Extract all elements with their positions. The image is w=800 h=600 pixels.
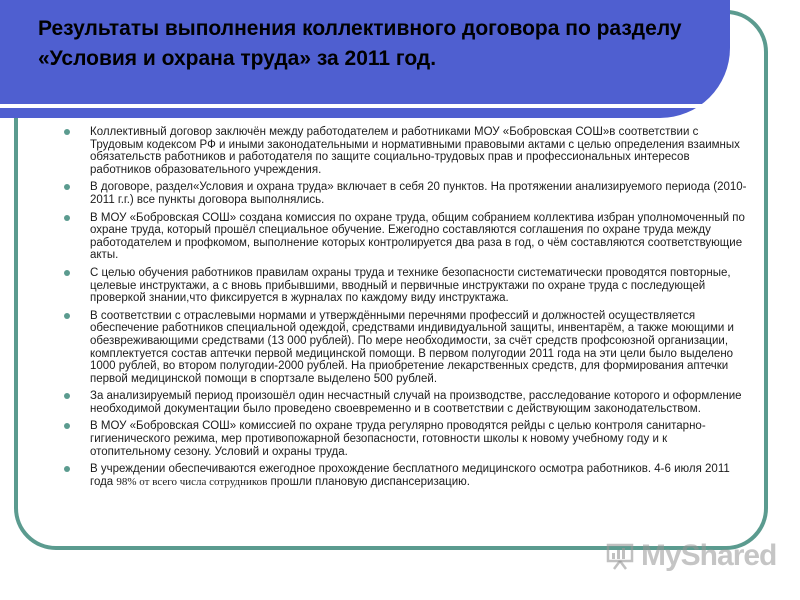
bullet-text-part: 98% от всего числа сотрудников bbox=[116, 475, 268, 488]
bullet-dot bbox=[64, 393, 70, 399]
watermark-text: MyShared bbox=[641, 539, 777, 572]
bullet-dot bbox=[64, 215, 70, 221]
list-item bbox=[60, 463, 748, 488]
list-item bbox=[60, 212, 748, 262]
watermark bbox=[605, 536, 780, 576]
bullet-text: В МОУ «Бобровская СОШ» комиссией по охране труда регулярно проводятся рейды с целью контроля санитарно-гигиенического режима, мер противопожарной безопасности, готовности школы к новому учебному году и к отопительному сезону. Условий и охраны труда. bbox=[90, 420, 706, 458]
bullet-dot bbox=[64, 129, 70, 135]
bullet-text: Коллективный договор заключён между работодателем и работниками МОУ «Бобровская СОШ»в соответствии с Трудовым кодексом РФ и иными законодательными и нормативными правовыми актами с целью определения взаимных обязательств работников и работодателя по защите социально-трудовых прав и профессиональных интересов работников образовательного учреждения. bbox=[90, 126, 740, 176]
list-item bbox=[60, 181, 748, 206]
bullet-dot bbox=[64, 184, 70, 190]
bullet-text: С целью обучения работников правилам охраны труда и технике безопасности систематически проводятся повторные, целевые инструктажи, а с вновь прибывшими, вводный и первичные инструктажи по охране труда с последующей проверкой знании,что фиксируется в журналах по каждому виду инструктажа. bbox=[90, 266, 731, 305]
bullet-text: За анализируемый период произошёл один несчастный случай на производстве, расследование которого и оформление необходимой документации было проведено своевременно и в соответствии с действующим законодательством. bbox=[90, 390, 742, 415]
list-item bbox=[60, 267, 748, 305]
title-band bbox=[0, 0, 730, 118]
bullet-text-part: В учреждении обеспечиваются ежегодное прохождение бесплатного медицинского осмотра работников. 4-6 июля 2011 года bbox=[90, 463, 730, 488]
presentation-board-icon bbox=[605, 541, 635, 571]
bullet-text: В соответствии с отраслевыми нормами и утверждёнными перечнями профессий и должностей осуществляется обеспечение работников специальной одеждой, средствами индивидуальной защиты, инвентарём, а также моющими и обезвреживающими средствами (13 000 рублей). По мере необходимости, за счёт средств профсоюзной организации, комплектуется состав аптечки первой медицинской помощи. В первом полугодии 2011 года на эти цели было выделено 1000 рублей, во втором полугодии-2000 рублей. На приобретение лекарственных средств, для формирования аптечки первой медицинской помощи в спортзале выделено 500 рублей. bbox=[90, 309, 734, 385]
bullet-text-part: прошли плановую диспансеризацию. bbox=[267, 475, 470, 488]
bullet-text: В договоре, раздел«Условия и охрана труда» включает в себя 20 пунктов. На протяжении анализируемого периода (2010-2011 г.г.) все пункты договора выполнялись. bbox=[90, 181, 747, 206]
bullet-dot bbox=[64, 466, 70, 472]
bullet-list bbox=[60, 126, 748, 493]
slide-title: Результаты выполнения коллективного договора по разделу «Условия и охрана труда» за 2011 год. bbox=[38, 17, 682, 70]
list-item bbox=[60, 390, 748, 415]
bullet-dot bbox=[64, 423, 70, 429]
list-item bbox=[60, 126, 748, 176]
bullet-dot bbox=[64, 270, 70, 276]
bullet-text: В МОУ «Бобровская СОШ» создана комиссия по охране труда, общим собранием коллектива избран уполномоченный по охране труда, который прошёл специальное обучение. Ежегодно составляются соглашения по охране труда между работодателем и профкомом, выполнение которых контролируется два раза в год, о чём составляются соответствующие акты. bbox=[90, 211, 745, 262]
list-item bbox=[60, 310, 748, 386]
list-item bbox=[60, 420, 748, 458]
bullet-dot bbox=[64, 313, 70, 319]
